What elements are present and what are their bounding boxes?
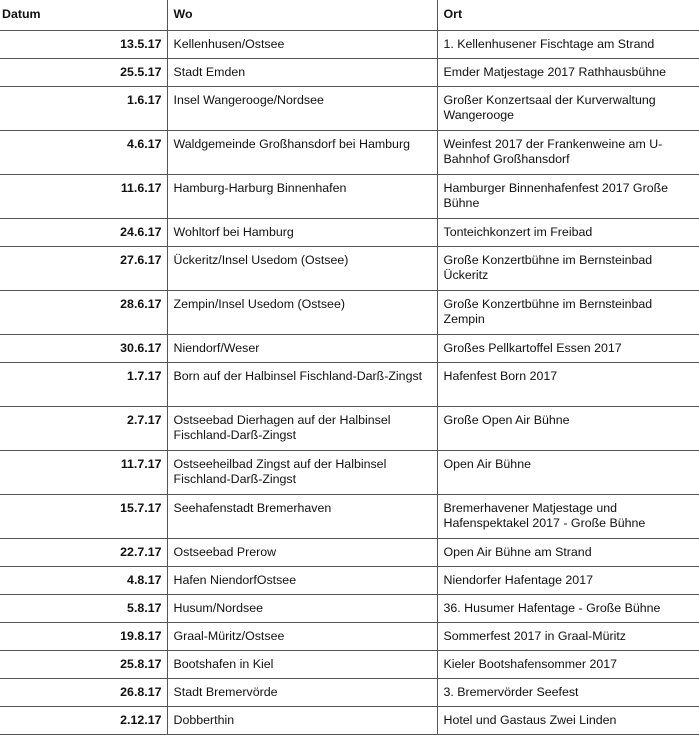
table-header-row [0,0,699,30]
location-cell: Stadt Emden [167,58,437,86]
table-row [0,678,699,706]
table-row [0,218,699,246]
location-cell: Dobberthin [167,706,437,734]
venue-cell: Hotel und Gastaus Zwei Linden [437,706,699,734]
venue-cell: Open Air Bühne [437,450,699,494]
location-cell: Insel Wangerooge/Nordsee [167,86,437,130]
venue-cell: Große Open Air Bühne [437,406,699,450]
date-cell: 1.7.17 [0,362,167,406]
location-cell: Waldgemeinde Großhansdorf bei Hamburg [167,130,437,174]
venue-cell: Bremerhavener Matjestage und Hafenspektakel 2017 - Große Bühne [437,494,699,538]
date-cell: 2.12.17 [0,706,167,734]
date-cell: 28.6.17 [0,290,167,334]
venue-cell: Hamburger Binnenhafenfest 2017 Große Bühne [437,174,699,218]
location-cell: Zempin/Insel Usedom (Ostsee) [167,290,437,334]
date-cell: 11.7.17 [0,450,167,494]
date-cell: 25.8.17 [0,650,167,678]
location-cell: Seehafenstadt Bremerhaven [167,494,437,538]
location-cell: Wohltorf bei Hamburg [167,218,437,246]
date-cell: 11.6.17 [0,174,167,218]
venue-cell: Emder Matjestage 2017 Rathhausbühne [437,58,699,86]
column-header-datum: Datum [0,0,167,30]
date-cell: 15.7.17 [0,494,167,538]
venue-cell: 36. Husumer Hafentage - Große Bühne [437,594,699,622]
location-cell: Hafen NiendorfOstsee [167,566,437,594]
venue-cell: Niendorfer Hafentage 2017 [437,566,699,594]
table-row [0,290,699,334]
location-cell: Husum/Nordsee [167,594,437,622]
location-cell: Ostseebad Dierhagen auf der Halbinsel Fischland-Darß-Zingst [167,406,437,450]
venue-cell: Sommerfest 2017 in Graal-Müritz [437,622,699,650]
location-cell: Ostseeheilbad Zingst auf der Halbinsel Fischland-Darß-Zingst [167,450,437,494]
date-cell: 2.7.17 [0,406,167,450]
date-cell: 4.6.17 [0,130,167,174]
table-row [0,622,699,650]
venue-cell: 1. Kellenhusener Fischtage am Strand [437,30,699,58]
venue-cell: Open Air Bühne am Strand [437,538,699,566]
table-row [0,406,699,450]
location-cell: Ostseebad Prerow [167,538,437,566]
date-cell: 27.6.17 [0,246,167,290]
venue-cell: Große Konzertbühne im Bernsteinbad Zempin [437,290,699,334]
date-cell: 24.6.17 [0,218,167,246]
location-cell: Niendorf/Weser [167,334,437,362]
date-cell: 25.5.17 [0,58,167,86]
table-row [0,650,699,678]
venue-cell: Großes Pellkartoffel Essen 2017 [437,334,699,362]
column-header-wo: Wo [167,0,437,30]
table-row [0,334,699,362]
table-row [0,30,699,58]
table-row [0,594,699,622]
venue-cell: Großer Konzertsaal der Kurverwaltung Wangerooge [437,86,699,130]
table-row [0,706,699,734]
location-cell: Hamburg-Harburg Binnenhafen [167,174,437,218]
location-cell: Born auf der Halbinsel Fischland-Darß-Zingst [167,362,437,406]
date-cell: 22.7.17 [0,538,167,566]
table-row [0,566,699,594]
venue-cell: 3. Bremervörder Seefest [437,678,699,706]
table-row [0,450,699,494]
date-cell: 5.8.17 [0,594,167,622]
table-row [0,130,699,174]
column-header-ort: Ort [437,0,699,30]
venue-cell: Hafenfest Born 2017 [437,362,699,406]
location-cell: Bootshafen in Kiel [167,650,437,678]
table-row [0,362,699,406]
date-cell: 19.8.17 [0,622,167,650]
location-cell: Kellenhusen/Ostsee [167,30,437,58]
venue-cell: Große Konzertbühne im Bernsteinbad Ückeritz [437,246,699,290]
venue-cell: Tonteichkonzert im Freibad [437,218,699,246]
location-cell: Stadt Bremervörde [167,678,437,706]
date-cell: 26.8.17 [0,678,167,706]
date-cell: 4.8.17 [0,566,167,594]
date-cell: 13.5.17 [0,30,167,58]
table-row [0,538,699,566]
date-cell: 1.6.17 [0,86,167,130]
venue-cell: Kieler Bootshafensommer 2017 [437,650,699,678]
location-cell: Graal-Müritz/Ostsee [167,622,437,650]
table-row [0,86,699,130]
table-row [0,174,699,218]
location-cell: Ückeritz/Insel Usedom (Ostsee) [167,246,437,290]
table-row [0,58,699,86]
table-row [0,246,699,290]
venue-cell: Weinfest 2017 der Frankenweine am U-Bahnhof Großhansdorf [437,130,699,174]
date-cell: 30.6.17 [0,334,167,362]
table-row [0,494,699,538]
